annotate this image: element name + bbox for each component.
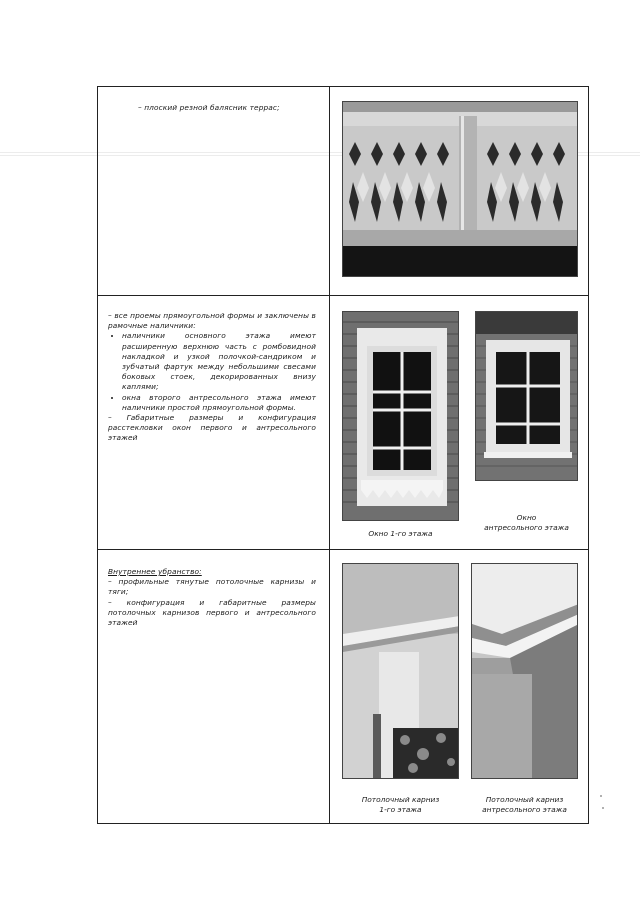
list-item: • окна второго антресольного этажа имеют наличники простой прямоугольной формы.: [122, 393, 316, 413]
mezzanine-window-caption: [475, 513, 578, 533]
balustrade-photo-image: [343, 102, 578, 277]
caption-text: антресольного этажа: [482, 805, 567, 814]
first-floor-cornice-image: [343, 564, 459, 779]
row2-text: [108, 311, 316, 444]
scan-artifact-dot: [600, 795, 602, 797]
interior-line-1: – профильные тянутые потолочные карнизы и тяги;: [108, 577, 316, 597]
mezzanine-cornice-image: [472, 564, 578, 779]
balustrade-description: – плоский резной балясник террас;: [138, 103, 280, 112]
document-table: [97, 86, 589, 824]
openings-intro: – все проемы прямоугольной формы и заключены в рамочные наличники:: [108, 311, 316, 331]
mezzanine-window-photo: [475, 311, 578, 481]
caption-text: 1-го этажа: [379, 805, 422, 814]
row-divider: [98, 295, 588, 296]
row1-text: [138, 103, 318, 113]
window-features-list: [108, 331, 316, 413]
mezzanine-window-image: [476, 312, 578, 481]
interior-heading: Внутреннее убранство:: [108, 567, 202, 576]
caption-text: антресольного этажа: [484, 523, 569, 532]
caption-text: Потолочный карниз: [485, 795, 564, 804]
scan-artifact-dot: [602, 807, 604, 809]
row-divider: [98, 549, 588, 550]
first-floor-cornice-photo: [342, 563, 459, 779]
window-dimensions-note: – Габаритные размеры и конфигурация расстекловки окон первого и антресольного этажей: [108, 413, 316, 443]
mezzanine-cornice-photo: [471, 563, 578, 779]
first-floor-cornice-caption: [342, 795, 459, 815]
first-floor-window-image: [343, 312, 459, 521]
interior-line-2: – конфигурация и габаритные размеры потолочных карнизов первого и антресольного этажей: [108, 597, 316, 628]
row3-text: [108, 567, 316, 628]
caption-text: Потолочный карниз: [361, 795, 440, 804]
mezzanine-cornice-caption: [471, 795, 578, 815]
balustrade-photo: [342, 101, 578, 277]
caption-text: Окно: [516, 513, 537, 522]
list-item: • наличники основного этажа имеют расширенную верхнюю часть с ромбовидной накладкой и узкой полочкой-сандриком и зубчатый фартук между небольшими свесами боковых стоек, декорированных внизу каплями;: [122, 331, 316, 392]
column-divider: [329, 87, 330, 823]
caption-text: Окно 1-го этажа: [368, 529, 433, 538]
first-floor-window-photo: [342, 311, 459, 521]
first-floor-window-caption: [342, 529, 459, 539]
